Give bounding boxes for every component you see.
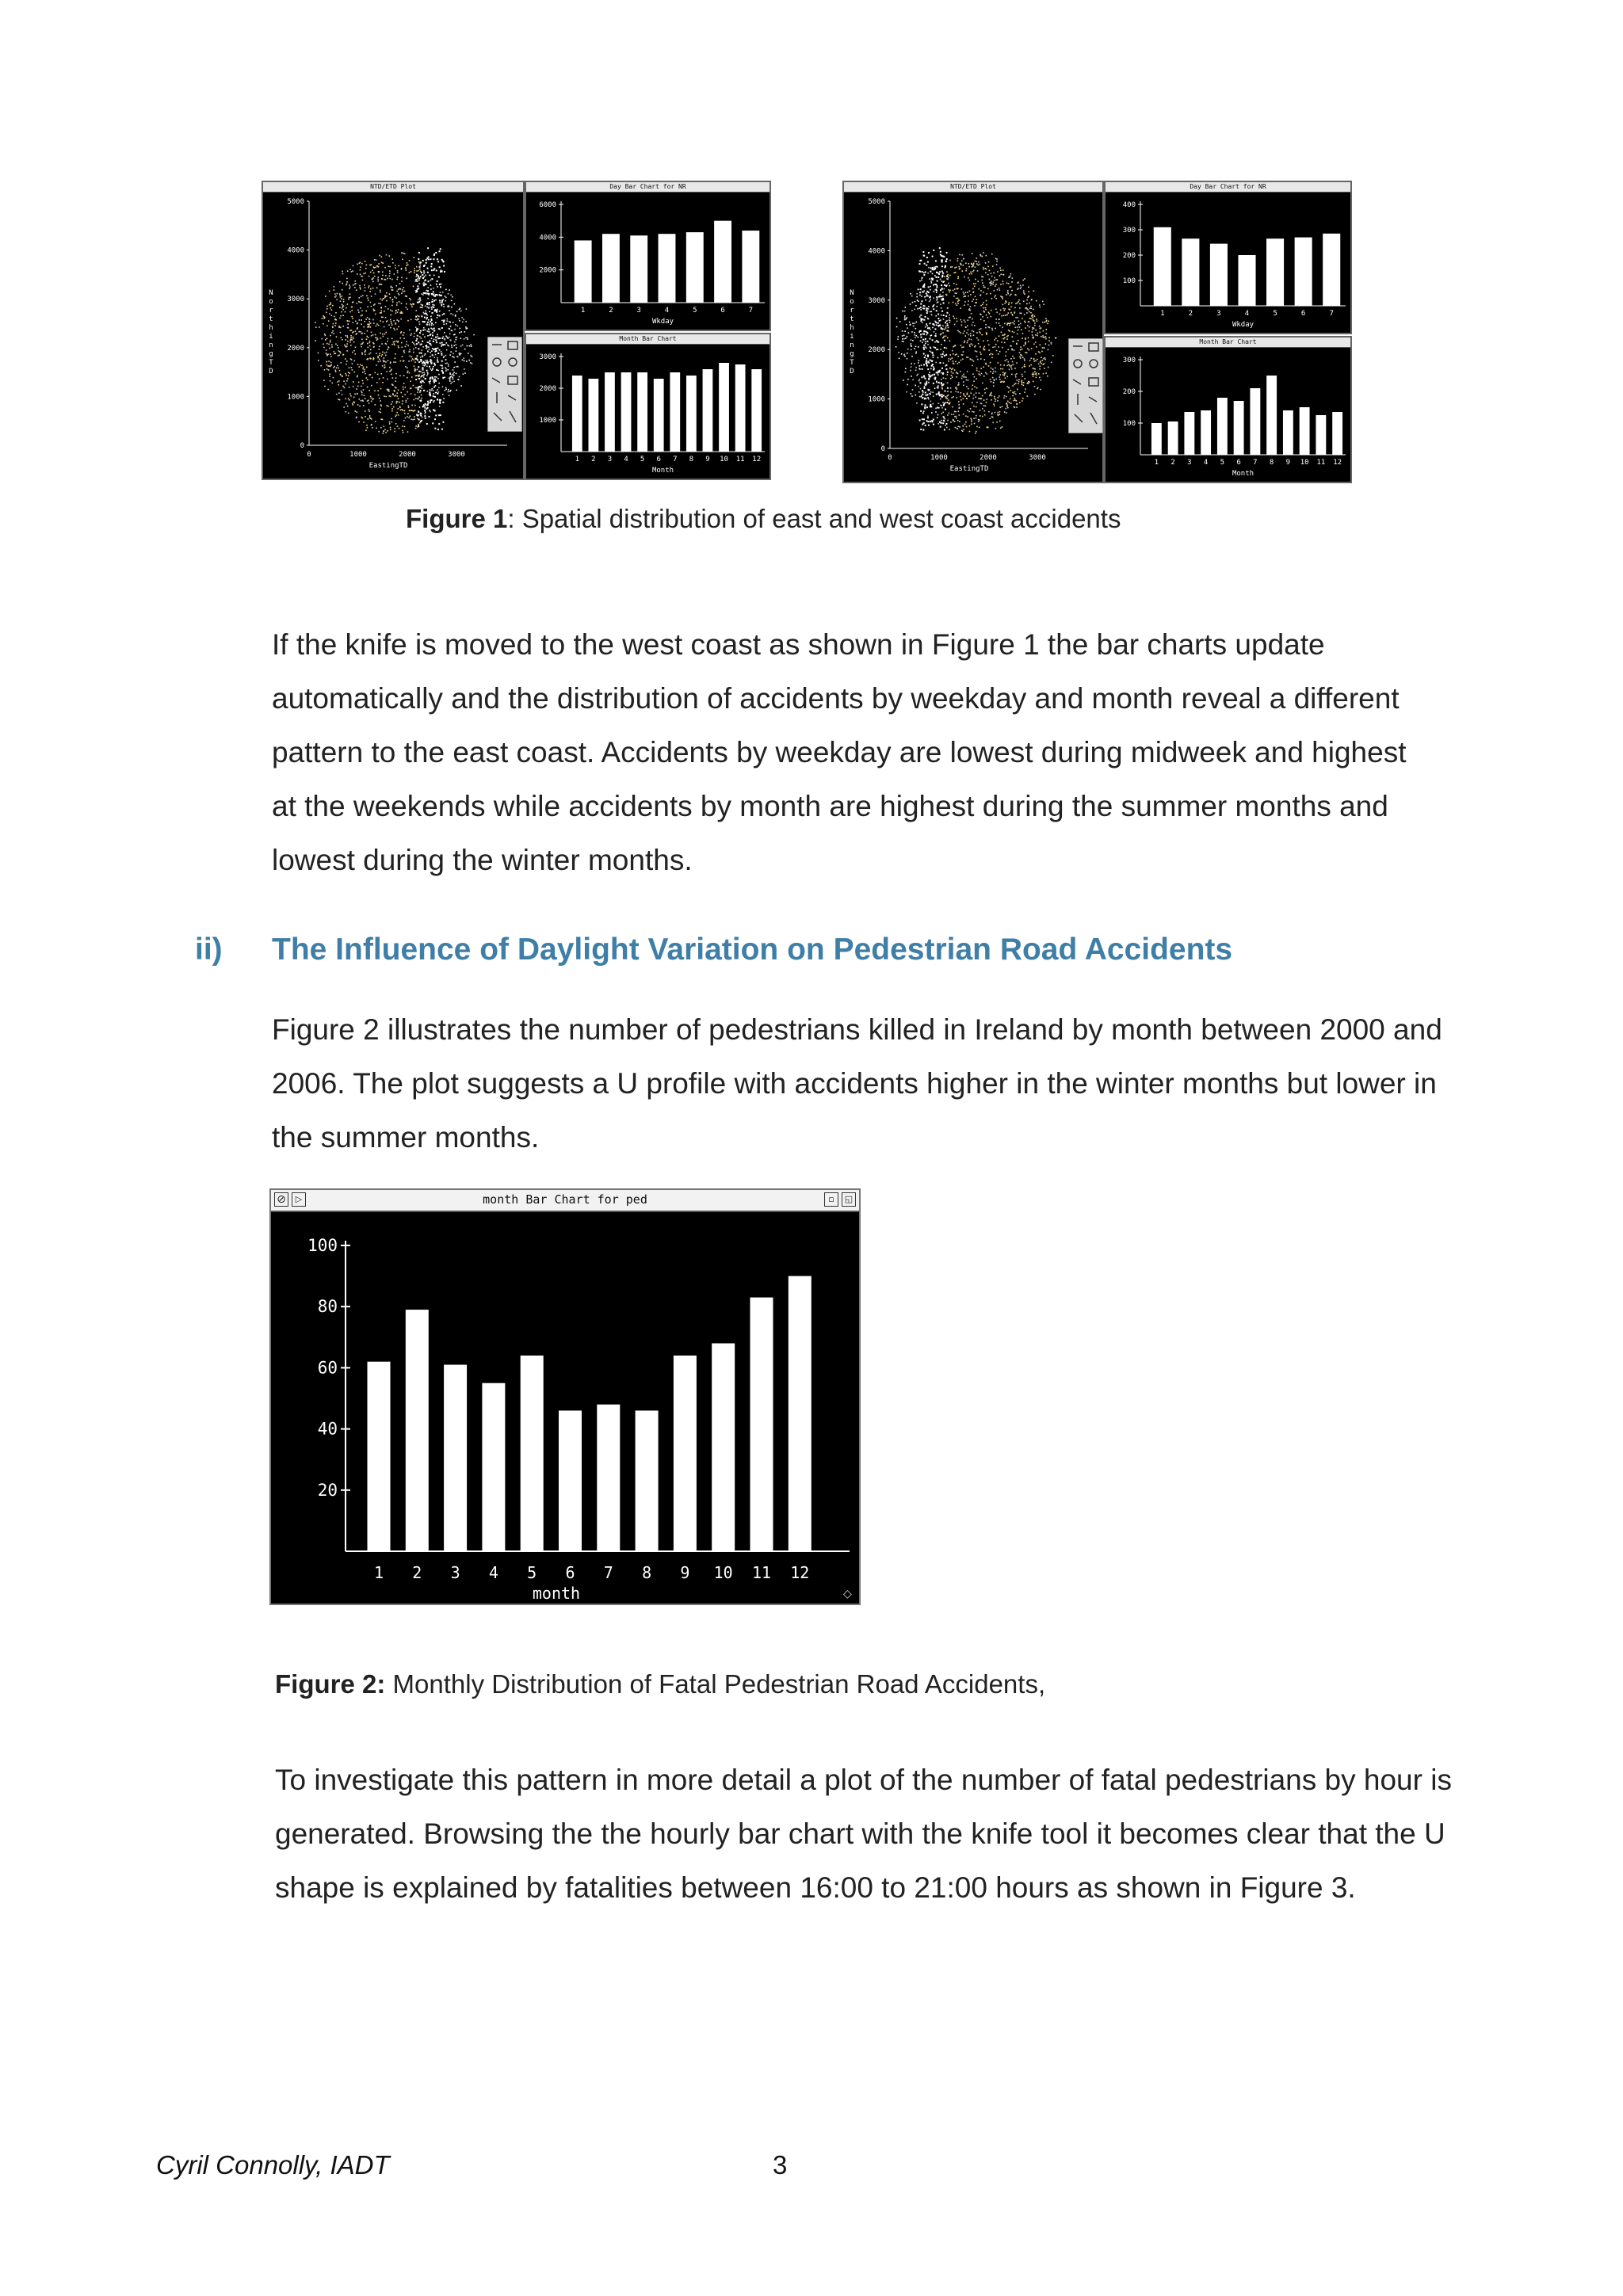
collapse-box-icon[interactable]: ◱ [842,1192,856,1207]
y-tick-label: 5000 [868,198,885,206]
y-tick-label: 300 [1122,227,1136,235]
zoom-box-icon[interactable]: ▫ [824,1192,838,1207]
x-tick-label: 9 [680,1563,690,1582]
y-tick-label: 80 [317,1297,338,1317]
y-tick-label: 5000 [287,198,304,206]
x-tick-label: 1000 [930,454,948,462]
x-tick-label: 4 [624,456,628,463]
x-tick-label: 12 [1333,459,1342,467]
bar [1154,227,1171,306]
bar [674,1356,697,1551]
y-tick-label: 100 [307,1236,338,1255]
x-tick-label: 4 [1244,310,1250,318]
bar [406,1310,429,1551]
y-tick-label: 300 [1122,357,1136,364]
section-number: ii) [195,933,223,967]
x-axis-label: Month [651,467,674,475]
day-chart-title: Day Bar Chart for NR [1106,182,1350,193]
x-tick-label: 2000 [399,451,416,459]
x-tick-label: 6 [1300,310,1306,318]
month-bar-chart-window [525,333,771,480]
resize-grip-icon[interactable]: ◇ [843,1588,852,1600]
bar [742,231,759,303]
bar [1316,415,1326,455]
x-tick-label: 6 [565,1563,575,1582]
bar [1332,412,1342,455]
accident-points [315,247,475,434]
y-tick-label: 3000 [287,296,304,304]
y-tick-label: 20 [317,1480,338,1500]
bar [1323,234,1340,306]
bar [719,363,729,452]
day-bar-chart-window [525,181,771,331]
y-tick-label: 200 [1122,388,1136,396]
bar [572,376,582,452]
bar [654,379,664,452]
x-tick-label: 5 [1273,310,1277,318]
x-axis-label: EastingTD [369,462,408,470]
x-tick-label: 10 [1300,459,1309,467]
y-tick-label: 60 [317,1358,338,1378]
bar [1295,238,1312,306]
y-tick-label: 2000 [539,385,556,393]
bar [637,372,647,452]
y-tick-label: 4000 [287,246,304,255]
bar [605,372,615,452]
y-tick-label: 1000 [287,393,304,402]
x-tick-label: 1 [580,307,586,315]
x-tick-label: 7 [748,307,754,315]
paragraph-1: If the knife is moved to the west coast as shown in Figure 1 the bar charts update automatically and the distribution of accidents by weekday and month reveal a different pattern to the east coast. Accidents by weekday are lowest during midweek and highest at the weekends while accidents by month are highest during the summer months and lowest during the winter months. [272,628,1407,876]
figure-1 [262,181,1355,490]
bar [482,1383,505,1551]
figure-2-caption-text: Monthly Distribution of Fatal Pedestrian Road Accidents, [385,1669,1046,1699]
bar [712,1344,735,1551]
x-tick-label: 11 [1316,459,1326,467]
x-tick-label: 3 [450,1563,460,1582]
y-tick-label: 3000 [868,296,885,305]
month-chart-title: Month Bar Chart [1106,338,1350,348]
x-tick-label: 8 [689,456,694,463]
bar [444,1365,467,1551]
x-tick-label: 0 [307,451,311,459]
x-tick-label: 5 [640,456,645,463]
x-tick-label: 1 [1160,310,1165,318]
x-tick-label: 2000 [980,454,997,462]
footer-author: Cyril Connolly, IADT [156,2150,390,2180]
x-axis-label: Month [1232,470,1254,478]
bar [1210,244,1228,306]
month-bar-chart [526,344,769,479]
x-tick-label: 11 [735,456,745,463]
bar [1238,255,1255,306]
y-axis-label: N o r t h i n g T D [850,289,854,376]
bar [1151,423,1162,455]
x-tick-label: 1 [373,1563,384,1582]
x-tick-label: 6 [1236,459,1241,467]
y-tick-label: 2000 [868,346,885,355]
bar [686,232,704,303]
x-tick-label: 8 [1269,459,1274,467]
month-bar-chart [1106,347,1350,482]
bar [659,234,676,303]
y-tick-label: 2000 [287,344,304,353]
x-tick-label: 9 [705,456,710,463]
bar [368,1362,391,1551]
bar [714,221,731,303]
bar [602,234,620,303]
section-title: The Influence of Daylight Variation on Pedestrian Road Accidents [272,933,1233,967]
x-tick-label: 8 [642,1563,652,1582]
y-tick-label: 100 [1122,420,1136,428]
figure-1-caption-label: Figure 1 [406,504,508,533]
x-tick-label: 3 [1187,459,1192,467]
month-bar-chart-window [1104,336,1352,483]
bar [670,372,680,452]
x-tick-label: 2 [412,1563,422,1582]
bar [1217,398,1228,455]
x-tick-label: 6 [720,307,725,315]
x-tick-label: 9 [1285,459,1291,467]
x-tick-label: 11 [751,1563,772,1582]
x-axis-label: Wkday [651,318,674,326]
bar [636,1410,659,1551]
y-tick-label: 0 [880,445,885,453]
x-tick-label: 2 [591,456,596,463]
x-tick-label: 2 [1188,310,1193,318]
figure-2-titlebar [271,1190,859,1212]
bar [1201,410,1211,455]
y-tick-label: 2000 [539,266,556,275]
bar [1283,410,1293,455]
map-window [842,181,1104,483]
play-arrow-icon[interactable]: ▷ [292,1192,306,1207]
figure-1-caption [406,504,1121,534]
y-tick-label: 400 [1122,201,1136,209]
x-tick-label: 3000 [1029,454,1046,462]
day-bar-chart [526,192,769,330]
bar [1250,388,1260,455]
bar [686,376,697,452]
y-tick-label: 4000 [868,247,885,256]
tool-palette[interactable] [1068,338,1103,433]
bar [588,379,598,452]
x-tick-label: 2 [609,307,613,315]
bar [1182,238,1199,306]
day-bar-chart-window [1104,181,1352,334]
figure-1-caption-text: : Spatial distribution of east and west coast accidents [507,504,1121,533]
x-tick-label: 7 [673,456,678,463]
x-tick-label: 3 [636,307,641,315]
bar [1234,401,1244,455]
x-tick-label: 1 [1154,459,1159,467]
bar [1266,376,1277,455]
x-axis-label: Wkday [1232,321,1254,329]
figure-2-window [269,1188,861,1605]
x-tick-label: 3 [1216,310,1221,318]
bar [789,1276,812,1551]
month-bar-chart-ped [271,1211,859,1604]
y-tick-label: 3000 [539,353,556,361]
x-tick-label: 7 [1329,310,1334,318]
x-tick-label: 1000 [349,451,367,459]
accident-map-plot [844,192,1102,482]
x-tick-label: 4 [664,307,670,315]
x-axis-label: EastingTD [949,465,989,473]
figure-1-panel-east [262,181,771,483]
x-tick-label: 5 [527,1563,537,1582]
bar [735,364,746,452]
y-tick-label: 4000 [539,234,556,242]
bar [630,235,647,303]
y-tick-label: 0 [300,442,304,450]
page-number: 3 [773,2150,788,2180]
x-tick-label: 10 [720,456,728,463]
tool-palette[interactable] [487,337,522,432]
y-tick-label: 200 [1122,252,1136,260]
bar [1184,412,1194,455]
map-window-title: NTD/ETD Plot [263,182,523,193]
bar [751,369,762,452]
x-tick-label: 5 [693,307,697,315]
x-tick-label: 10 [713,1563,733,1582]
x-tick-label: 4 [488,1563,498,1582]
y-tick-label: 1000 [868,395,885,404]
map-window-title: NTD/ETD Plot [844,182,1102,193]
day-bar-chart [1106,192,1350,333]
x-tick-label: 6 [656,456,661,463]
x-tick-label: 5 [1220,459,1225,467]
bar [559,1410,582,1551]
bar [1168,421,1178,455]
bar [575,240,592,303]
y-tick-label: 40 [317,1419,338,1439]
bar [621,372,632,452]
x-tick-label: 1 [575,456,580,463]
map-window [262,181,525,480]
paragraph-3: To investigate this pattern in more detail a plot of the number of fatal pedestrians by hour is generated. Browsing the the hourly bar chart with the knife tool it becomes clear that the U shape is explained by fatalities between 16:00 to 21:00 hours as shown in Figure 3. [275,1764,1452,1904]
bar [521,1356,544,1551]
figure-1-panel-west [842,181,1352,483]
y-tick-label: 100 [1122,277,1136,285]
y-tick-label: 6000 [539,201,556,209]
month-chart-title: Month Bar Chart [526,334,769,345]
x-tick-label: 7 [1253,459,1258,467]
bar [750,1298,773,1551]
bar [1266,238,1284,306]
close-box-icon[interactable]: ⊘ [274,1192,288,1207]
accident-map-plot [263,192,523,479]
day-chart-title: Day Bar Chart for NR [526,182,769,193]
bar [597,1405,620,1551]
x-tick-label: 4 [1203,459,1209,467]
x-tick-label: 0 [888,454,892,462]
x-tick-label: 7 [603,1563,613,1582]
x-tick-label: 3000 [448,451,465,459]
x-tick-label: 2 [1170,459,1175,467]
bar [1300,407,1310,455]
figure-2-caption-label: Figure 2: [275,1669,386,1699]
figure-2-window-title: month Bar Chart for ped [483,1192,647,1207]
x-axis-label: month [532,1584,581,1603]
x-tick-label: 12 [752,456,762,463]
paragraph-2: Figure 2 illustrates the number of pedestrians killed in Ireland by month between 2000 and 2006. The plot suggests a U profile with accidents higher in the winter months but lower in the summer months. [272,1013,1442,1154]
accident-points [896,247,1057,434]
figure-2-caption [275,1669,1045,1699]
y-axis-label: N o r t h i n g T D [269,289,273,376]
x-tick-label: 12 [790,1563,810,1582]
bar [703,369,713,452]
y-tick-label: 1000 [539,417,556,425]
x-tick-label: 3 [607,456,613,463]
